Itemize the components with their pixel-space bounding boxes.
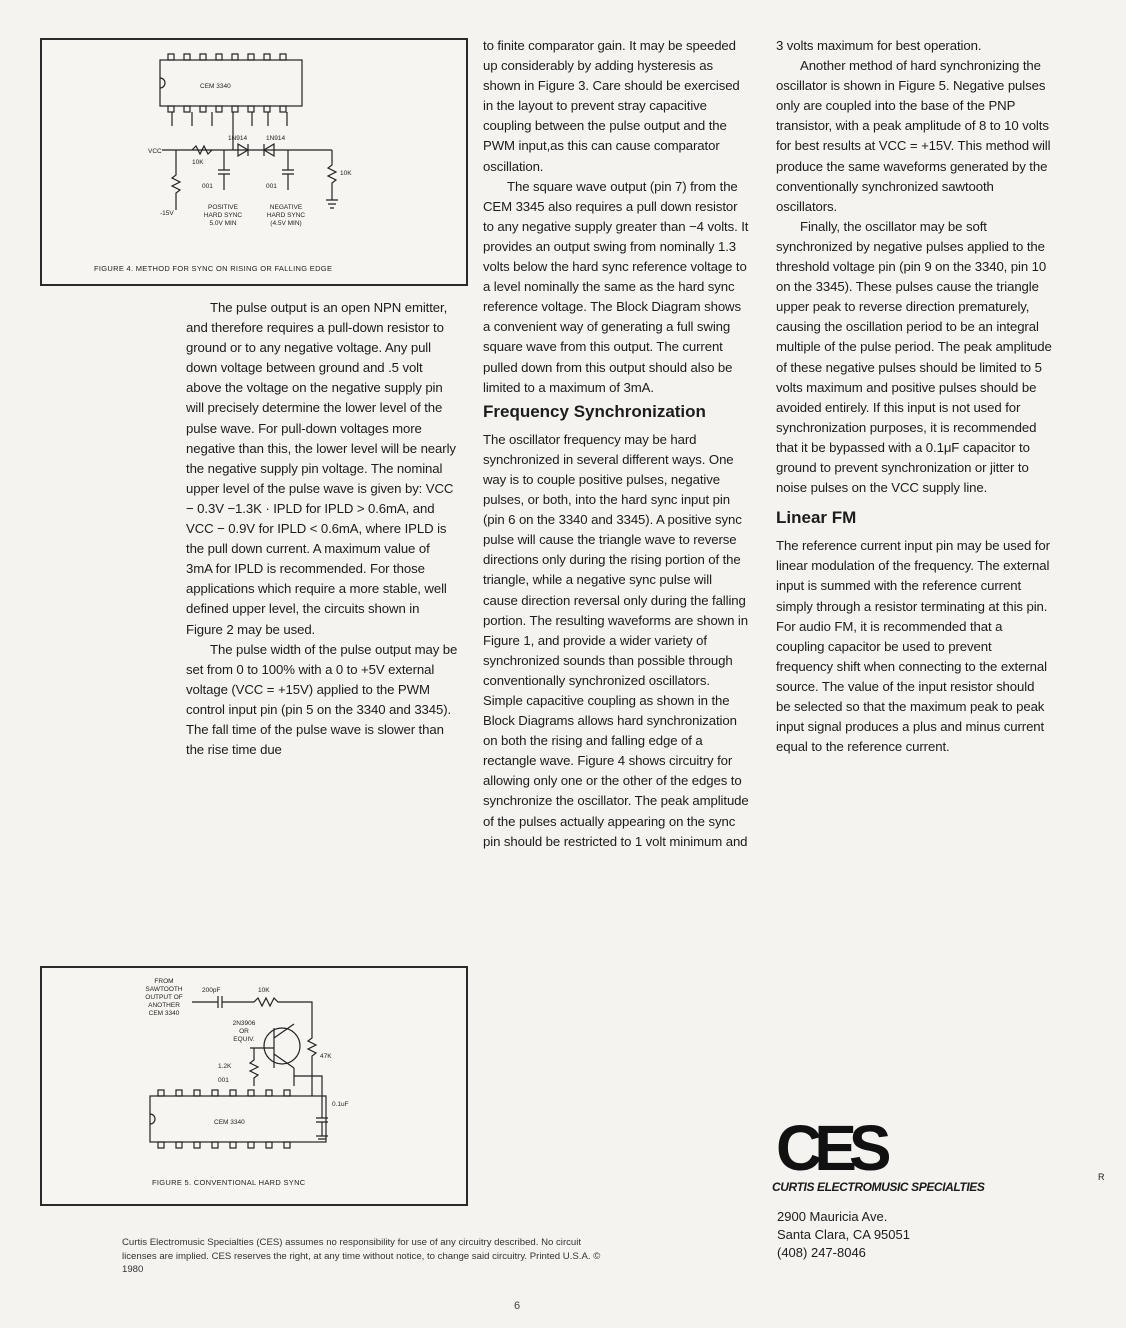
chip-body	[160, 60, 302, 106]
column-2	[483, 36, 749, 852]
address-line-2: Santa Clara, CA 95051	[777, 1227, 910, 1242]
trademark-mark: R	[1098, 1172, 1105, 1182]
chip-notch	[160, 78, 165, 88]
cap-1	[218, 150, 230, 190]
figure-4-caption: FIGURE 4. METHOD FOR SYNC ON RISING OR FALLING EDGE	[94, 264, 333, 273]
col1-paragraph-1: The pulse output is an open NPN emitter, and therefore requires a pull-down resistor to ground or to any negative voltage. Any pull down voltage between ground and .5 volt above the voltage on the negative supply pin will precisely determine the lower level of the pulse wave. For pull-down voltages more negative than this, the lower level will be nearly the negative supply pin voltage. The nominal upper level of the pulse wave is given by: VCC − 0.3V −1.3K · IPLD for IPLD > 0.6mA, and VCC − 0.9V for IPLD < 0.6mA, where IPLD is the pull down current. A maximum value of 3mA for IPLD is recommended. For those applications which require a more stable, well defined upper level, the circuits shown in Figure 2 may be used.	[186, 300, 456, 637]
col3-paragraph-3: Finally, the oscillator may be soft synchronized by negative pulses applied to the threshold voltage pin (pin 9 on the 3340, pin 10 on the 3345). These pulses cause the triangle upper peak to reverse direction prematurely, causing the oscillation period to be an integral multiple of the pulse period. The peak amplitude of these negative pulses should be limited to 5 volts maximum and positive pulses should be avoided entirely. If this input is not used for synchronization purposes, it is recommended that it be bypassed with a 0.1μF capacitor to ground to prevent synchronization or jitter to noise pulses on the VCC supply line.	[776, 218, 1052, 496]
ces-logo-mark	[776, 1112, 916, 1178]
page-number: 6	[514, 1300, 521, 1312]
from-label: FROM SAWTOOTH OUTPUT OF ANOTHER CEM 3340	[145, 978, 183, 1017]
figure-4	[40, 38, 468, 286]
vcc-label: VCC	[148, 148, 162, 155]
figure-5	[40, 966, 468, 1206]
col3-paragraph-4: The reference current input pin may be used for linear modulation of the frequency. The external input is summed with the reference current simply through a resistor terminating at this pin. For audio FM, it is recommended that a coupling capacitor be used to prevent frequency shift when connecting to the external source. The value of the input resistor should be selected so that the maximum peak to peak input signal produces a plus and minus current equal to the reference current.	[776, 538, 1050, 755]
chip-pins-bottom	[168, 106, 286, 112]
column-1	[186, 298, 458, 760]
figure-4-schematic	[42, 40, 466, 284]
col3-paragraph-2: Another method of hard synchronizing the oscillator is shown in Figure 5. Negative pulses only are coupled into the base of the PNP transistor, with a peak amplitude of 8 to 10 volts for best results at VCC = +15V. This method will produce the same waveforms generated by the conventionally synchronized sawtooth oscillators.	[776, 58, 1051, 214]
chip-notch	[150, 1114, 155, 1124]
heading-frequency-synchronization: Frequency Synchronization	[483, 401, 706, 421]
pos-sync-label: POSITIVE HARD SYNC 5.0V MIN	[203, 204, 243, 227]
resistor-ground	[326, 150, 338, 208]
chip-pins-top	[168, 54, 286, 60]
cap2-label: 001	[266, 183, 277, 190]
chip-label: CEM 3340	[200, 83, 231, 90]
figure-5-caption: FIGURE 5. CONVENTIONAL HARD SYNC	[152, 1178, 306, 1187]
phone-number: (408) 247-8046	[777, 1245, 866, 1260]
col3-paragraph-1: 3 volts maximum for best operation.	[776, 38, 982, 53]
diode1-label: 1N914	[228, 135, 248, 142]
resistor-bias	[250, 1048, 274, 1086]
address-line-1: 2900 Mauricia Ave.	[777, 1209, 888, 1224]
chip-pins-top	[158, 1090, 290, 1096]
pin-leads	[172, 112, 287, 126]
resistor-47k	[294, 1028, 316, 1076]
resistor-neg	[172, 150, 180, 210]
chip-pins-bottom	[158, 1142, 290, 1148]
diode2-label: 1N914	[266, 135, 286, 142]
r1-label: 1.2K	[218, 1063, 232, 1070]
r10k-label: 10K	[192, 159, 204, 166]
heading-linear-fm: Linear FM	[776, 508, 857, 528]
res47k-label: 47K	[320, 1053, 332, 1060]
company-address	[777, 1208, 910, 1262]
cap-right-label: 0.1uF	[332, 1101, 349, 1108]
cap-2	[282, 150, 294, 190]
col1-paragraph-2: The pulse width of the pulse output may be set from 0 to 100% with a 0 to +5V external voltage (VCC = +15V) applied to the PWM control input pin (pin 5 on the 3340 and 3345). The fall time of the pulse wave is slower than the rise time due	[186, 641, 458, 758]
ces-logo	[776, 1112, 1096, 1178]
transistor-body	[264, 1028, 300, 1064]
transistor	[274, 1024, 294, 1086]
transistor-label: 2N3906 OR EQUIV.	[232, 1020, 256, 1043]
c2-label: 001	[218, 1077, 229, 1084]
cap-label: 200pF	[202, 987, 221, 994]
col2-paragraph-1: to finite comparator gain. It may be speeded up considerably by adding hysteresis as shown in Figure 3. Care should be exercised in the layout to prevent stray capacitive coupling between the pulse output and the PWM input,as this can cause comparator oscillation.	[483, 38, 740, 174]
r10k-right-label: 10K	[340, 170, 352, 177]
cap1-label: 001	[202, 183, 213, 190]
company-name: CURTIS ELECTROMUSIC SPECIALTIES	[772, 1180, 985, 1194]
neg15-label: -15V	[160, 210, 174, 217]
col2-paragraph-3: The oscillator frequency may be hard synchronized in several different ways. One way is to couple positive pulses, negative pulses, or both, into the hard sync input pin (pin 6 on the 3340 and 3345). A positive sync pulse will cause the triangle wave to reverse directions only during the rising portion of the triangle, while a negative sync pulse will cause direction reversal only during the falling portion. The resulting waveforms are shown in Figure 1, and provide a wider variety of synchronized sounds than possible through conventionally synchronized oscillators. Simple capacitive coupling as shown in the Block Diagrams allows hard synchronization on both the rising and falling edge of a rectangle wave. Figure 4 shows circuitry for allowing only one or the other of the edges to synchronize the oscillator. The peak amplitude of the pulses actually appearing on the sync pin should be restricted to 1 volt minimum and	[483, 431, 749, 849]
r10k-label: 10K	[258, 987, 270, 994]
col2-paragraph-2: The square wave output (pin 7) from the CEM 3345 also requires a pull down resistor to any negative supply greater than −4 volts. It provides an output swing from nominally 1.3 volts below the hard sync reference voltage to a level nominally the same as the hard sync reference voltage. The Block Diagram shows a convenient way of generating a full swing square wave from this output. The current pulled down from this output should also be limited to a maximum of 3mA.	[483, 178, 749, 395]
logo-text: CES	[776, 1112, 884, 1178]
figure-5-schematic	[42, 968, 466, 1204]
column-3	[776, 36, 1052, 757]
neg-sync-label: NEGATIVE HARD SYNC (4.5V MIN)	[266, 204, 306, 227]
chip-label: CEM 3340	[214, 1119, 245, 1126]
disclaimer: Curtis Electromusic Specialties (CES) assumes no responsibility for use of any circuitry described. No circuit licenses are implied. CES reserves the right, at any time without notice, to change said circuitry. Printed U.S.A. © 1980	[122, 1237, 601, 1275]
